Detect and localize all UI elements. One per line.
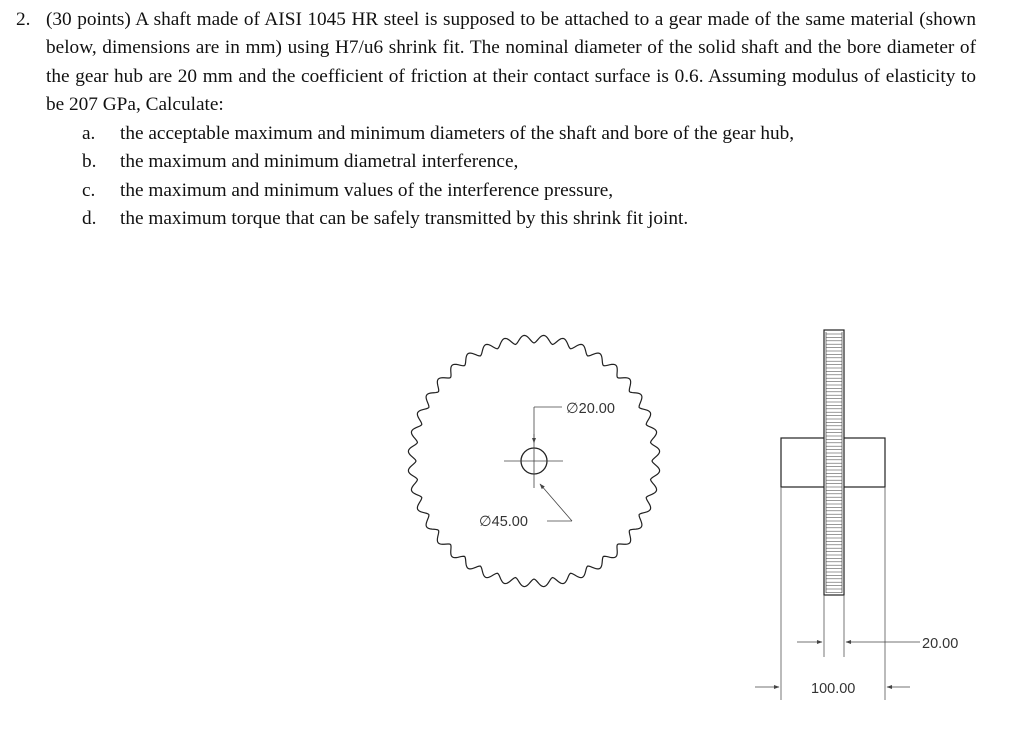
sub-question-text: the maximum torque that can be safely transmitted by this shrink fit joint. xyxy=(120,208,689,230)
sub-question-label: b. xyxy=(82,151,97,173)
gear-width-label: 20.00 xyxy=(922,636,959,652)
gear-front-view xyxy=(408,335,659,586)
hub-dimension-leader xyxy=(540,484,572,521)
sub-question-text: the maximum and minimum values of the interference pressure, xyxy=(120,179,614,201)
sub-question-label: a. xyxy=(82,123,96,145)
bore-diameter-label: ∅20.00 xyxy=(566,401,615,417)
sub-question-text: the maximum and minimum diametral interference, xyxy=(120,151,519,173)
problem-number: 2. xyxy=(16,9,31,30)
gear-side-view xyxy=(755,330,958,700)
problem-text: (30 points) A shaft made of AISI 1045 HR steel is supposed to be attached to a gear made of the same material (shown below, dimensions are in mm) using H7/u6 shrink fit. The nominal diameter of the solid shaft and the bore diameter of the gear hub are 20 mm and the coefficient of friction at their contact surface is 0.6. Assuming modulus of elasticity to be 207 GPa, Calculate: xyxy=(46,9,976,115)
sub-question-text: the acceptable maximum and minimum diameters of the shaft and bore of the gear hub, xyxy=(120,123,795,145)
hub-diameter-label: ∅45.00 xyxy=(479,514,528,530)
sub-question-label: d. xyxy=(82,208,97,230)
hub-length-label: 100.00 xyxy=(811,681,856,697)
sub-question-label: c. xyxy=(82,179,96,201)
